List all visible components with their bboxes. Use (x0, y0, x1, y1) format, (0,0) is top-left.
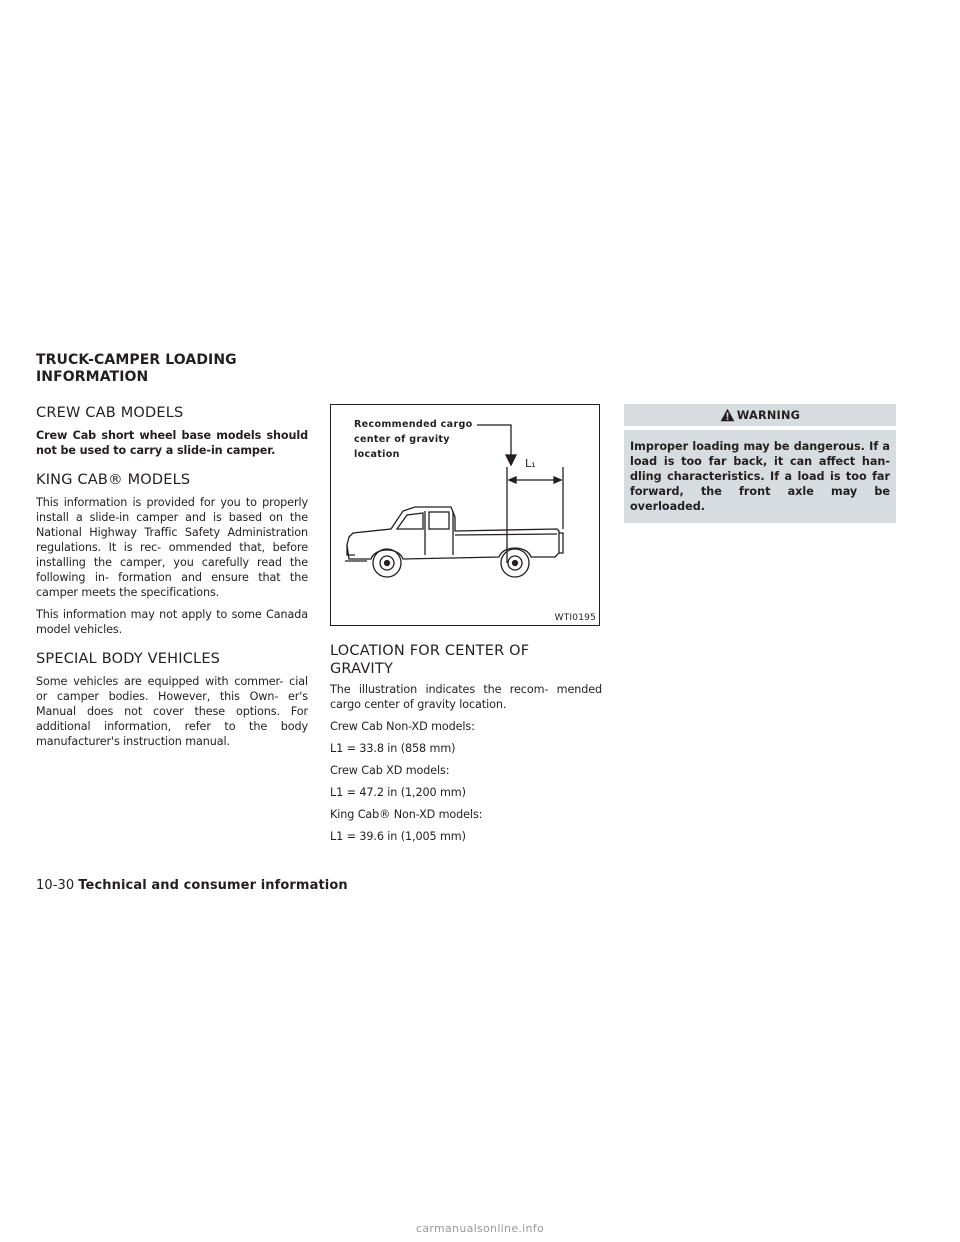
location-entry: L1 = 39.6 in (1,005 mm) (330, 830, 466, 843)
warning-text: Improper loading may be dangerous. If a load is too far back, it can affect han- dling characteristics. If a load is too far forward, the front axle may be overloaded. (624, 430, 896, 523)
king-cab-paragraph-1: This information is provided for you to properly install a slide-in camper and is based on the National Highway Traffic Safety Administration regulations. It is rec- ommended that, before installing the camper, you carefully read the following in- formation and ensure that the camper meets the specifications. (36, 496, 308, 599)
watermark: carmanualsonline.info (415, 1222, 545, 1235)
figure-label-line2: center of gravity (354, 434, 450, 445)
king-cab-paragraph-2: This information may not apply to some Canada model vehicles. (36, 608, 308, 636)
location-entry: L1 = 47.2 in (1,200 mm) (330, 786, 466, 799)
location-heading-line2: GRAVITY (330, 661, 394, 677)
location-intro: The illustration indicates the recom- mended cargo center of gravity location. (330, 683, 602, 711)
dimension-label: L₁ (525, 457, 536, 470)
crew-cab-text: Crew Cab short wheel base models should not be used to carry a slide-in camper. (36, 429, 308, 457)
chapter-title: Technical and consumer information (78, 878, 348, 893)
king-cab-heading: KING CAB® MODELS (36, 472, 191, 488)
location-entry: King Cab® Non-XD models: (330, 808, 483, 821)
figure-label (354, 417, 473, 462)
figure-id: WTI0195 (554, 613, 596, 623)
left-column (36, 404, 308, 756)
section-title-line2: INFORMATION (36, 369, 149, 385)
section-title-line1: TRUCK-CAMPER LOADING (36, 352, 237, 368)
page-footer (36, 878, 348, 893)
warning-header (624, 404, 896, 426)
location-heading (330, 642, 602, 678)
middle-column (330, 404, 602, 851)
warning-title: WARNING (736, 408, 801, 422)
page-number: 10-30 (36, 878, 75, 893)
special-body-heading: SPECIAL BODY VEHICLES (36, 651, 221, 667)
warning-triangle-icon (720, 408, 735, 422)
truck-cargo-figure (330, 404, 600, 626)
figure-label-line1: Recommended cargo (354, 419, 473, 430)
location-entry: Crew Cab Non-XD models: (330, 720, 475, 733)
crew-cab-heading: CREW CAB MODELS (36, 405, 184, 421)
location-entry: L1 = 33.8 in (858 mm) (330, 742, 456, 755)
figure-label-line3: location (354, 449, 400, 460)
special-body-text: Some vehicles are equipped with commer- cial or camper bodies. However, this Own- er's Manual does not cover these options. For additional information, refer to the body manufacturer's instruction manual. (36, 675, 308, 748)
right-column (624, 404, 896, 523)
section-title (36, 352, 316, 386)
location-entry: Crew Cab XD models: (330, 764, 450, 777)
location-heading-line1: LOCATION FOR CENTER OF (330, 643, 530, 659)
